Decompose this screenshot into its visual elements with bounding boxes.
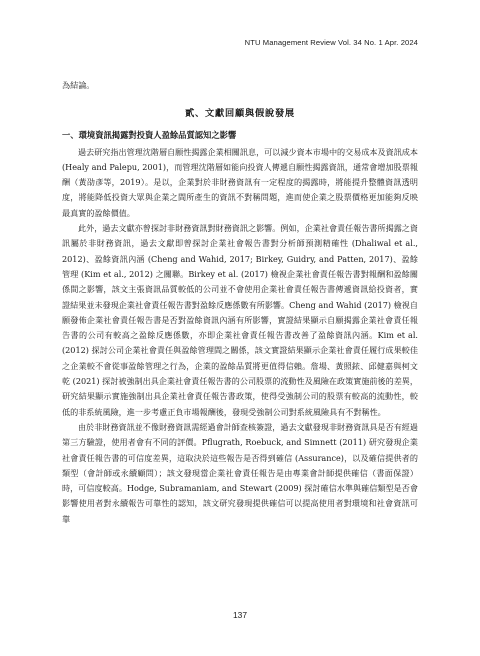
subsection-title: 一、環境資訊揭露對投資人盈餘品質認知之影響 xyxy=(62,130,237,141)
section-title: 貳、文獻回顧與假說發展 xyxy=(185,108,295,120)
article-body xyxy=(62,78,418,527)
paragraph-2: 此外，過去文獻亦曾探討非財務資訊對財務資訊之影響。例如，企業社會責任報告書所揭露之資訊屬於非財務資訊，過去文獻即曾探討企業社會報告書對分析師預測精確性 (Dhaliwal et al., 2012)、盈餘資訊內涵 (Cheng and Wahid, 2017; Birkey, Guidry, and Patten, 2017)、盈餘管理 (Kim et al., 2012) 之關聯。Birkey et al. (2017) 檢視企業社會責任報告書對報酬和盈餘關係間之影響，該文主張資訊品質較低的公司並不會使用企業社會責任報告書傳遞資訊給投資者，實證結果並未發現企業社會責任報告書對盈餘反應係數有所影響。Cheng and Wahid (2017) 檢視自願發佈企業社會責任報告書是否對盈餘資訊內涵有所影響，實證結果顯示自願揭露企業社會責任報告書的公司有較高之盈餘反應係數，亦即企業社會責任報告書改善了盈餘資訊內涵。Kim et al. (2012) 探討公司企業社會責任與盈餘管理間之關係，該文實證結果顯示企業社會責任履行成果較佳之企業較不會從事盈餘管理之行為，企業的盈餘品質將更值得信賴。詹場、黃照銥、邱健嘉與柯文乾 (2021) 探討被強制出具企業社會責任報告書的公司股票的流動性及風險在政策實施前後的差異，研究結果顯示實施強制出具企業社會責任報告書政策，使得受強制公司的股票有較高的流動性，較低的非系統風險，進一步考慮正負市場報酬後，發現受強制公司對系統風險具有不對稱性。 xyxy=(62,223,418,417)
page-number: 137 xyxy=(233,610,247,620)
paragraph-1: 過去研究指出管理沈階層自願性揭露企業相關訊息，可以減少資本市場中的交易成本及資訊成本 (Healy and Palepu, 2001)，而管理沈階層如能向投資人傳遞自願性揭露資訊，通常會增加股票報酬（黃劭彥等，2019）。是以，企業對於非財務資訊有一定程度的揭露時，將能提升整體資訊透明度，將能降低投資大眾與企業之間所產生的資訊不對稱問題，進而使企業之股票價格更加能夠反映最真實的盈餘價值。 xyxy=(62,146,418,218)
paragraph-3: 由於非財務資訊並不像財務資訊需經過會計師查核簽證，過去文獻發現非財務資訊具是否有經過第三方驗證，使用者會有不同的評價。Pflugrath, Roebuck, and Simnett (2011) 研究發現企業社會責任報告書的可信度差異，這取決於這些報告是否得到確信 (Assurance)，以及確信提供者的類型（會計師或永續顧問）；該文發現當企業社會責任報告是由專業會計師提供確信（書面保證）時，可信度較高。Hodge, Subramaniam, and Stewart (2009) 探討確信水準與確信類型是否會影響使用者對永續報告可靠性的認知，該文研究發現提供確信可以提高使用者對環境和社會資訊可靠 xyxy=(62,421,418,524)
lead-text: 為結論。 xyxy=(62,80,95,90)
running-header: NTU Management Review Vol. 34 No. 1 Apr. 2024 xyxy=(244,38,418,47)
